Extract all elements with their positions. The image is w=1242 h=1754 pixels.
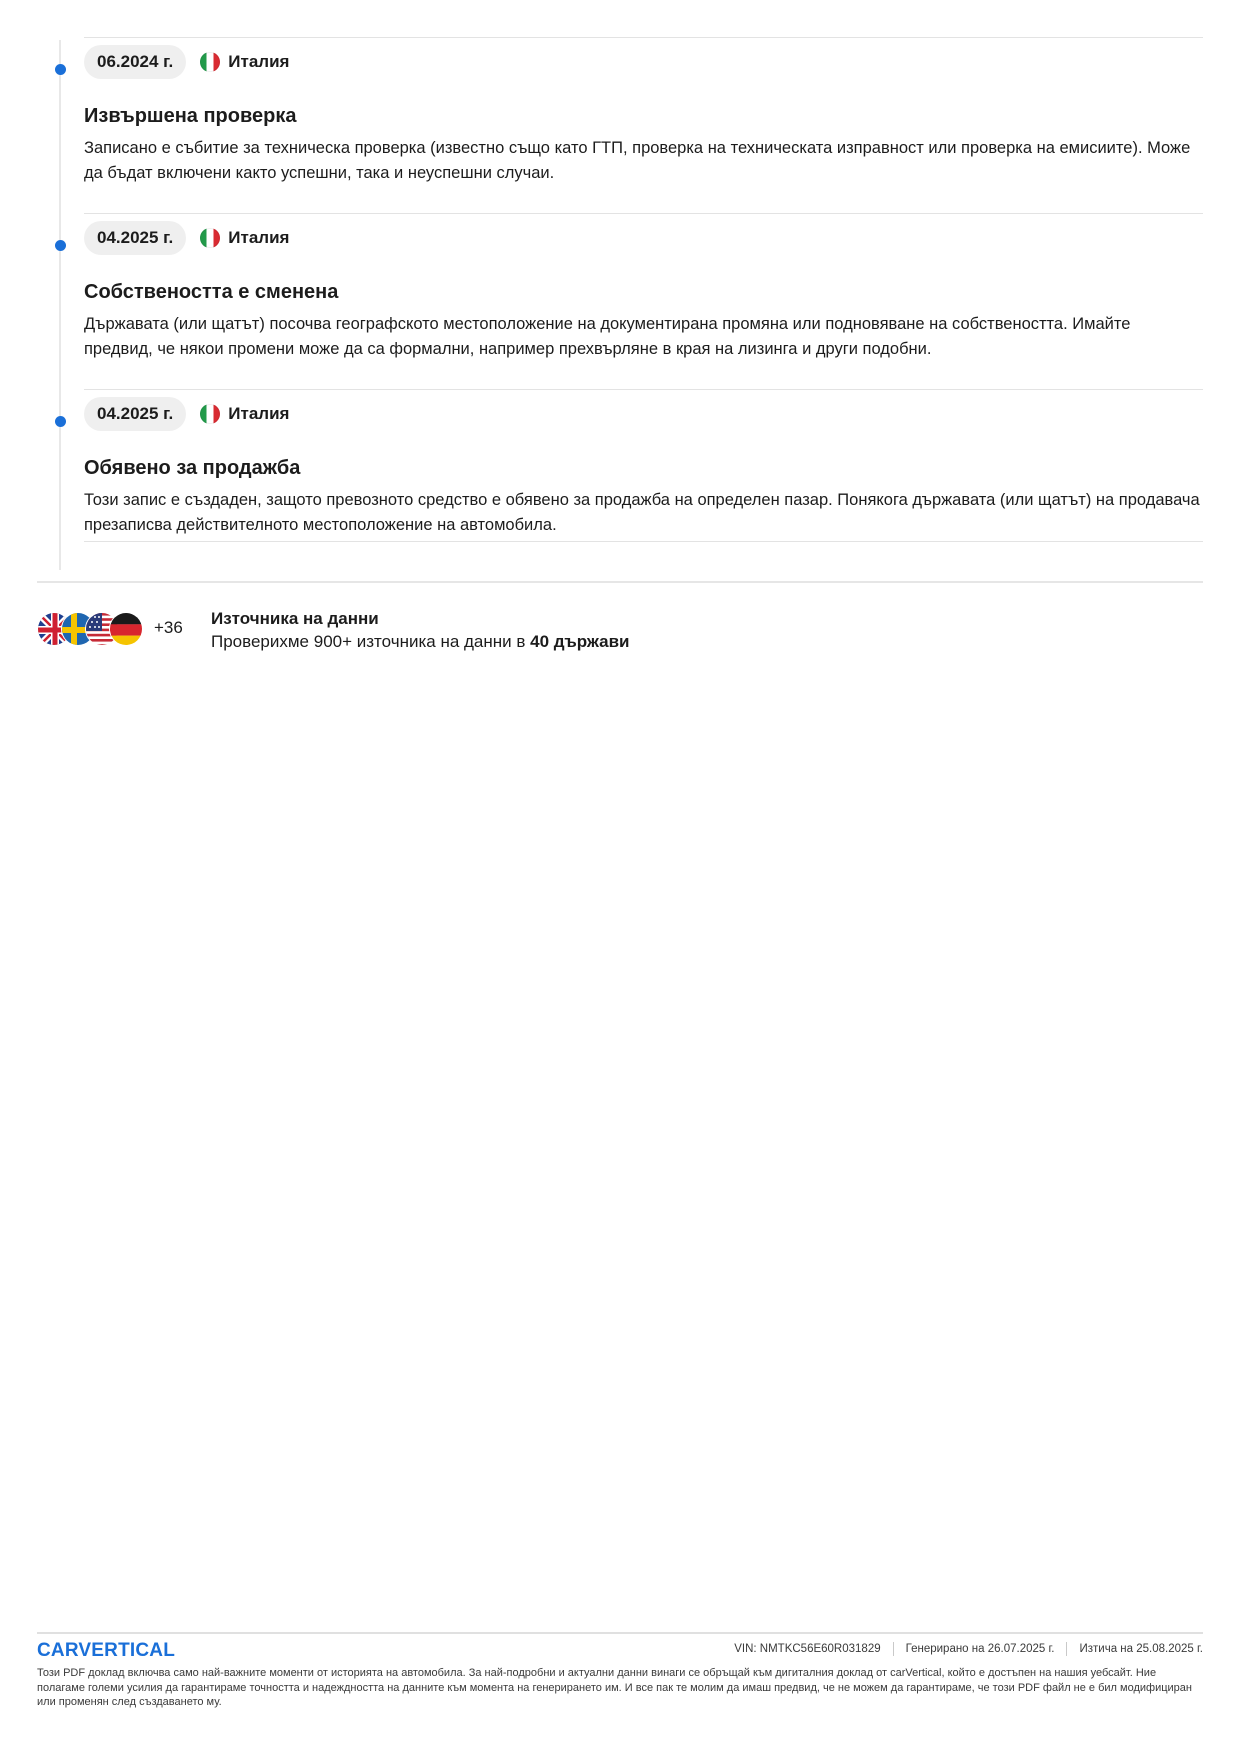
event-divider (84, 213, 1203, 214)
timeline-event (84, 221, 1203, 362)
generated-label: Генерирано на (905, 1643, 985, 1655)
event-meta (84, 45, 1203, 79)
event-date-badge: 04.2025 г. (84, 221, 186, 255)
event-divider (84, 389, 1203, 390)
event-divider (84, 541, 1203, 542)
event-meta (84, 221, 1203, 255)
footer-meta (734, 1642, 1203, 1656)
event-country-label: Италия (228, 404, 290, 423)
event-description: Записано е събитие за техническа проверка (известно също като ГТП, проверка на техническата изправност или проверка на емисиите). Може да бъдат включени както успешни, така и неуспешни случаи. (84, 139, 1191, 182)
timeline-event (84, 397, 1203, 538)
sources-description (211, 632, 630, 652)
event-country (200, 228, 289, 248)
section-divider (37, 581, 1203, 583)
expires-label: Изтича на (1079, 1643, 1134, 1655)
expires-date: 25.08.2025 г. (1136, 1643, 1203, 1655)
sources-country-count: 40 държави (530, 632, 630, 651)
italy-flag-icon (200, 52, 220, 72)
timeline-line (59, 40, 61, 570)
italy-flag-icon (200, 404, 220, 424)
extra-countries-count: +36 (154, 618, 183, 637)
vin-value: NMTKC56E60R031829 (759, 1643, 881, 1655)
sources-title: Източника на данни (211, 609, 379, 628)
event-description: Държавата (или щатът) посочва географското местоположение на документирана промяна или подновяване на собствеността. Имайте предвид, че някои промени може да са формални, например прехвърляне в края на лизинга и други подобни. (84, 315, 1131, 358)
event-country-label: Италия (228, 52, 290, 71)
event-title: Извършена проверка (84, 105, 297, 127)
italy-flag-icon (200, 228, 220, 248)
event-date-badge: 04.2025 г. (84, 397, 186, 431)
footer-disclaimer: Този PDF доклад включва само най-важните моменти от историята на автомобила. За най-подробни и актуални данни винаги се обръщай към дигиталния доклад от carVertical, който е достъпен на нашия уебсайт. Ние полагаме големи усилия да гарантираме точността и надеждността на данните към момента на генерирането им. И все пак те молим да имаш предвид, че не можем да гарантираме, че този PDF файл не е бил модифициран или променян след създаването му. (37, 1667, 1192, 1708)
carvertical-logo: CARVERTICAL (37, 1640, 176, 1661)
timeline-dot (55, 240, 66, 251)
timeline-dot (55, 64, 66, 75)
data-sources (37, 609, 1203, 659)
event-date-badge: 06.2024 г. (84, 45, 186, 79)
top-divider (84, 37, 1203, 38)
meta-separator (893, 1642, 894, 1656)
timeline-event (84, 45, 1203, 186)
de-flag-icon (109, 612, 143, 646)
timeline-dot (55, 416, 66, 427)
event-title: Собствеността е сменена (84, 281, 339, 303)
meta-separator (1066, 1642, 1067, 1656)
generated-date: 26.07.2025 г. (987, 1643, 1055, 1655)
vin-label: VIN: (734, 1643, 757, 1655)
footer-divider (37, 1632, 1203, 1634)
sources-text-prefix: Проверихме 900+ източника на данни в (211, 632, 531, 651)
event-meta (84, 397, 1203, 431)
event-country-label: Италия (228, 228, 290, 247)
event-description: Този запис е създаден, защото превозното средство е обявено за продажба на определен пазар. Понякога държавата (или щатът) на продавача презаписва действителното местоположение на автомобила. (84, 491, 1200, 534)
event-title: Обявено за продажба (84, 457, 301, 479)
event-country (200, 52, 289, 72)
event-country (200, 404, 289, 424)
country-flags (37, 612, 147, 646)
